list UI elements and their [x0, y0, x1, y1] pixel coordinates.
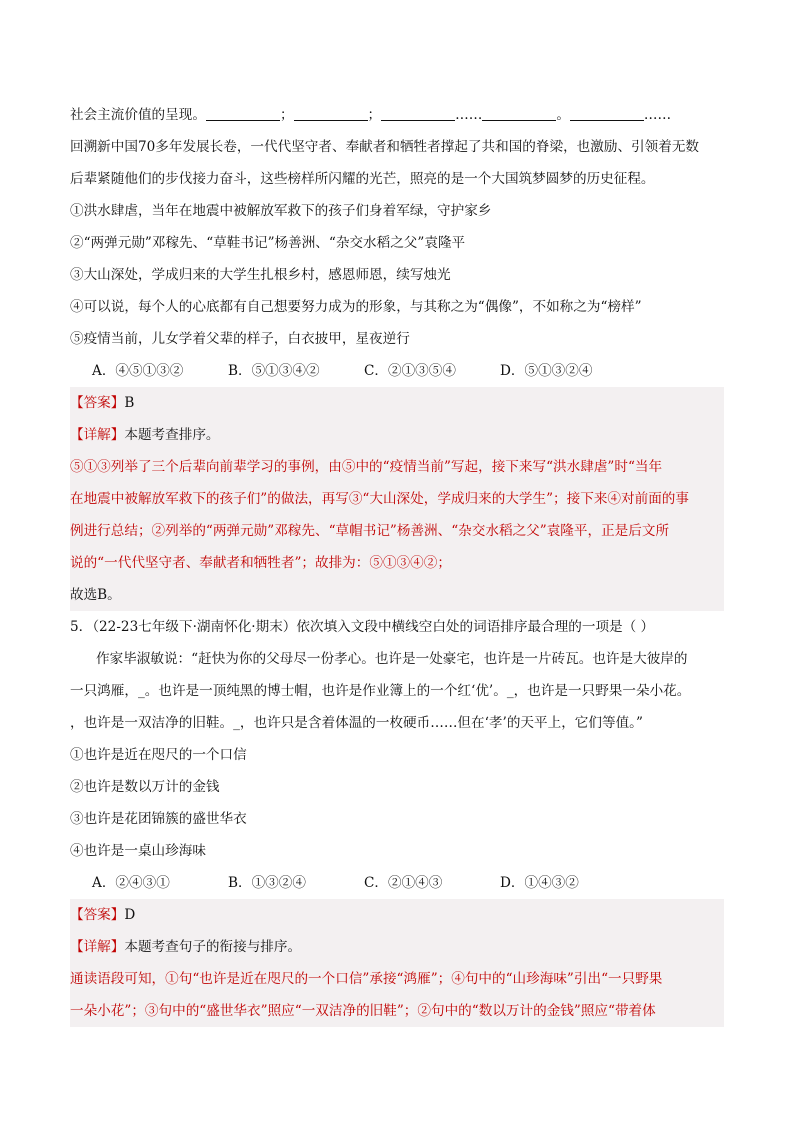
solution-block	[70, 899, 724, 1027]
passage-line: ，也许是一双洁净的旧鞋。_，也许只是含着体温的一枚硬币……但在‘孝’的天平上，它们等值。”	[70, 715, 643, 731]
sentence-item: ④也许是一桌山珍海味	[70, 843, 206, 859]
explanation-line: 一朵小花”；③句中的“盛世华衣”照应“一双洁净的旧鞋”；②句中的“数以万计的金钱”照应“带着体	[70, 1003, 656, 1019]
answer-line	[70, 899, 724, 931]
sentence-item: ①洪水肆虐，当年在地震中被解放军救下的孩子们身着军绿，守护家乡	[70, 203, 492, 219]
explanation-line: 例进行总结；②列举的“两弹元勋”邓稼先、“草帽书记”杨善洲、“杂交水稻之父”袁隆平，正是后文所	[70, 523, 670, 539]
answer-value: D	[124, 907, 136, 923]
sentence-item: ②也许是数以万计的金钱	[70, 779, 220, 795]
passage-line: 一只鸿雁，_。也许是一顶纯黑的博士帽，也许是作业簿上的一个红‘优’。_，也许是一只野果一朵小花。	[70, 683, 691, 699]
answer-options	[70, 867, 724, 899]
passage-line-1: 社会主流价值的呈现。 ； ； …… 。 ……	[70, 99, 724, 131]
solution-block	[70, 387, 724, 611]
answer-value: B	[124, 395, 135, 411]
sentence-item: ②“两弹元勋”邓稼先、“草鞋书记”杨善洲、“杂交水稻之父”袁隆平	[70, 235, 466, 251]
option-d: D．⑤①③②④	[500, 363, 593, 379]
answer-blank	[294, 104, 368, 121]
text-segment: 社会主流价值的呈现。	[70, 107, 206, 123]
explanation-line: ⑤①③列举了三个后辈向前辈学习的事例，由⑤中的“疫情当前”写起，接下来写“洪水肆虐”时“当年	[70, 459, 663, 475]
sentence-item: ⑤疫情当前，儿女学着父辈的样子，白衣披甲，星夜逆行	[70, 331, 410, 347]
option-a: A．②④③①	[92, 875, 170, 891]
answer-blank	[482, 104, 556, 121]
option-c: C．②①④③	[364, 875, 443, 891]
detail-line: 【详解】本题考查句子的衔接与排序。	[70, 939, 302, 955]
option-b: B．①③②④	[228, 875, 306, 891]
option-c: C．②①③⑤④	[364, 363, 456, 379]
detail-line: 【详解】本题考查排序。	[70, 427, 220, 443]
sentence-item: ④可以说，每个人的心底都有自己想要努力成为的形象，与其称之为“偶像”，不如称之为“榜样”	[70, 299, 642, 315]
sentence-item: ③大山深处，学成归来的大学生扎根乡村，感恩师恩，续写烛光	[70, 267, 451, 283]
passage-line-3: 后辈紧随他们的步伐接力奋斗，这些榜样所闪耀的光芒，照亮的是一个大国筑梦圆梦的历史征程。	[70, 171, 655, 187]
answer-tag: 【答案】	[70, 395, 125, 411]
sentence-item: ③也许是花团锦簇的盛世华衣	[70, 811, 247, 827]
answer-blank	[381, 104, 455, 121]
conclusion-line: 故选B。	[70, 587, 121, 603]
explanation-line: 通读语段可知，①句“也许是近在咫尺的一个口信”承接“鸿雁”；④句中的“山珍海味”引出“一只野果	[70, 971, 663, 987]
explanation-line: 在地震中被解放军救下的孩子们”的做法，再写③“大山深处，学成归来的大学生”；接下来④对前面的事	[70, 491, 689, 507]
option-d: D．①④③②	[500, 875, 579, 891]
answer-blank	[206, 104, 280, 121]
explanation-line: 说的“一代代坚守者、奉献者和牺牲者”；故排为：⑤①③④②；	[70, 555, 451, 571]
answer-line	[70, 387, 724, 419]
passage-line-2: 回溯新中国70多年发展长卷，一代代坚守者、奉献者和牺牲者撑起了共和国的脊梁，也激励、引领着无数	[70, 139, 700, 155]
answer-tag: 【答案】	[70, 907, 125, 923]
question-stem: 5．（22-23七年级下·湖南怀化·期末）依次填入文段中横线空白处的词语排序最合理的一项是（ ）	[70, 619, 655, 635]
sentence-item: ①也许是近在咫尺的一个口信	[70, 747, 247, 763]
option-b: B．⑤①③④②	[228, 363, 320, 379]
passage-line: 作家毕淑敏说：“赶快为你的父母尽一份孝心。也许是一处豪宅，也许是一片砖瓦。也许是大彼岸的	[96, 651, 688, 667]
answer-blank	[570, 104, 644, 121]
option-a: A．④⑤①③②	[92, 363, 184, 379]
detail-tag: 【详解】	[70, 427, 125, 443]
detail-tag: 【详解】	[70, 939, 125, 955]
answer-options	[70, 355, 724, 387]
document-page	[70, 99, 724, 1027]
